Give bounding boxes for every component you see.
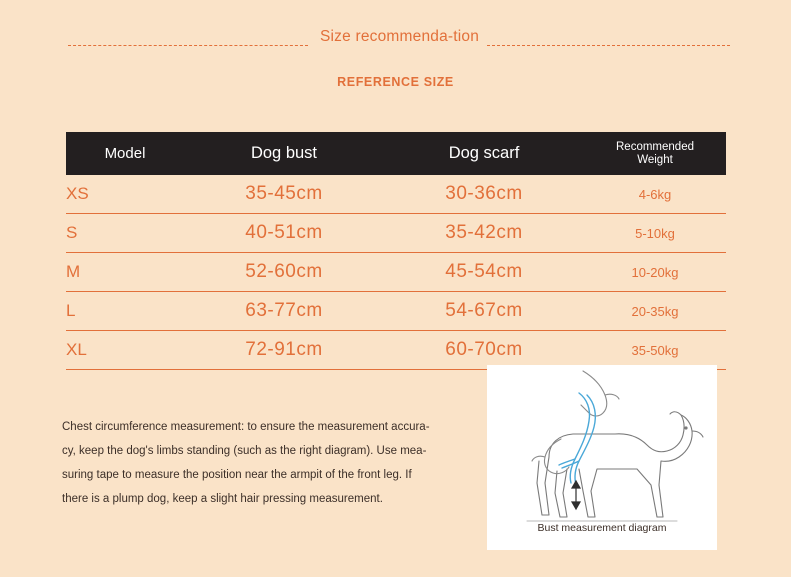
column-header-weight-line2: Weight: [637, 153, 673, 166]
cell-model: M: [66, 253, 184, 292]
cell-scarf: 35-42cm: [384, 214, 584, 253]
cell-weight: 10-20kg: [584, 253, 726, 292]
title-row: [0, 26, 791, 76]
description-line-2: cy, keep the dog's limbs standing (such as the right diagram). Use mea-: [62, 445, 427, 457]
column-header-dog-scarf: Dog scarf: [384, 132, 584, 175]
cell-scarf: 54-67cm: [384, 292, 584, 331]
cell-bust: 40-51cm: [184, 214, 384, 253]
cell-model: XS: [66, 175, 184, 214]
table-body: [66, 175, 726, 370]
cell-bust: 63-77cm: [184, 292, 384, 331]
column-header-weight-line1: Recommended: [616, 140, 694, 153]
dashed-rule-left: [68, 45, 308, 46]
measurement-description: [62, 415, 462, 511]
column-header-model: Model: [66, 132, 184, 175]
size-table: [66, 132, 726, 370]
description-line-1: Chest circumference measurement: to ensure the measurement accura-: [62, 421, 430, 433]
table-row: [66, 214, 726, 253]
table-row: [66, 253, 726, 292]
cell-model: S: [66, 214, 184, 253]
dashed-rule-right: [487, 45, 730, 46]
cell-scarf: 45-54cm: [384, 253, 584, 292]
column-header-dog-bust: Dog bust: [184, 132, 384, 175]
size-table-wrapper: [66, 132, 726, 370]
bust-measurement-diagram: [487, 365, 717, 550]
table-row: [66, 292, 726, 331]
cell-scarf: 30-36cm: [384, 175, 584, 214]
table-row: [66, 175, 726, 214]
cell-weight: 4-6kg: [584, 175, 726, 214]
page-title: Size recommenda-tion: [320, 28, 480, 45]
column-header-recommended-weight: [584, 132, 726, 175]
cell-scarf: 60-70cm: [384, 331, 584, 370]
cell-bust: 35-45cm: [184, 175, 384, 214]
page-subtitle: REFERENCE SIZE: [337, 75, 454, 89]
description-line-4: there is a plump dog, keep a slight hair pressing measurement.: [62, 493, 383, 505]
cell-model: L: [66, 292, 184, 331]
diagram-caption: Bust measurement diagram: [537, 522, 667, 534]
description-line-3: suring tape to measure the position near the armpit of the front leg. If: [62, 469, 412, 481]
cell-bust: 52-60cm: [184, 253, 384, 292]
cell-weight: 20-35kg: [584, 292, 726, 331]
cell-weight: 5-10kg: [584, 214, 726, 253]
cell-weight: 35-50kg: [584, 331, 726, 370]
table-row: [66, 331, 726, 370]
table-header: [66, 132, 726, 175]
cell-model: XL: [66, 331, 184, 370]
cell-bust: 72-91cm: [184, 331, 384, 370]
table-header-row: [66, 132, 726, 175]
